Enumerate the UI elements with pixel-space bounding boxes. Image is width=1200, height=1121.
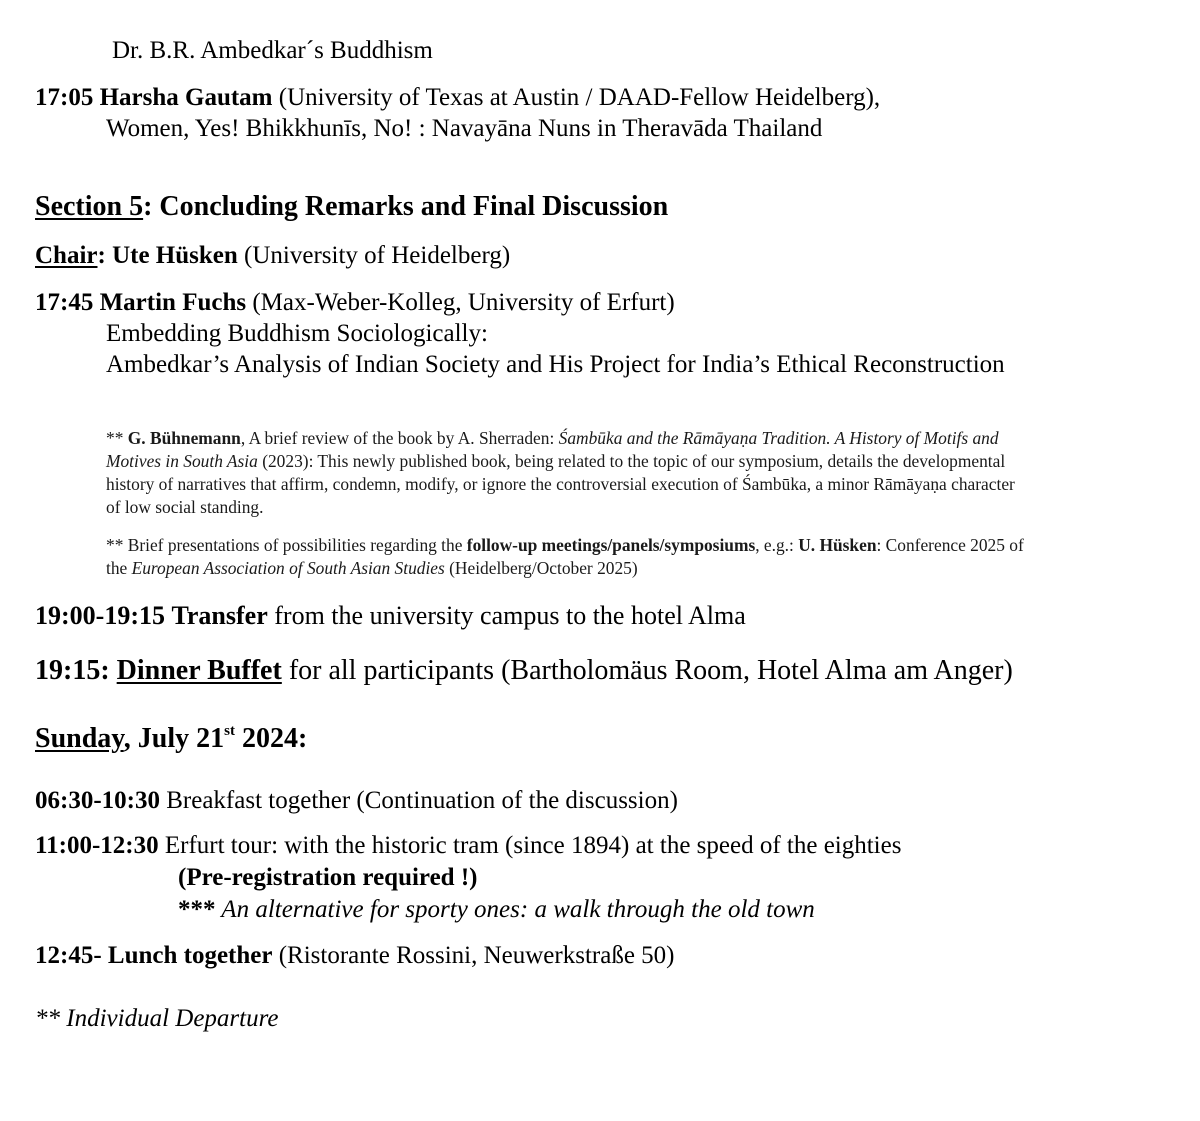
- followup-note: ** Brief presentations of possibilities regarding the follow-up meetings/panels/symposiums, e.g.: U. Hüsken: Conference 2025 of the European Association of South Asian Studies (Heidelberg/October 2025): [106, 535, 1024, 578]
- departure-note: ** Individual Departure: [35, 1005, 279, 1032]
- speaker-name: Harsha Gautam: [99, 84, 273, 111]
- tour-preregistration: (Pre-registration required !): [178, 864, 478, 891]
- review-note: ** G. Bühnemann, A brief review of the book by A. Sherraden: Śambūka and the Rāmāyaṇa Tradition. A History of Motifs and Motives in South Asia (2023): This newly published book, being related to the topic of our symposium, details the developmental history of narratives that affirm, condemn, modify, or ignore the controversial execution of Śambūka, a minor Rāmāyaṇa character of low social standing.: [106, 428, 1015, 517]
- day-name: Sunday: [35, 723, 124, 754]
- transfer-time: 19:00-19:15: [35, 601, 165, 630]
- tour-time: 11:00-12:30: [35, 832, 159, 859]
- talk-gautam: [35, 82, 880, 113]
- speaker-affiliation: (Max-Weber-Kolleg, University of Erfurt): [246, 289, 675, 316]
- section-chair: Chair: Ute Hüsken (University of Heidelberg): [35, 242, 511, 269]
- dinner-time: 19:15:: [35, 655, 117, 686]
- book-title: Śambūka and the Rāmāyaṇa Tradition. A History of Motifs and: [558, 428, 999, 448]
- lunch-label: Lunch together: [101, 942, 273, 969]
- talk-fuchs: [35, 287, 675, 318]
- section-label: Section 5: [35, 191, 144, 222]
- tour-entry: 11:00-12:30 Erfurt tour: with the historic tram (since 1894) at the speed of the eighties: [35, 832, 902, 859]
- chair-label: Chair: [35, 242, 98, 269]
- previous-talk-title: Dr. B.R. Ambedkar´s Buddhism: [112, 37, 433, 64]
- dinner-entry: 19:15: Dinner Buffet for all participants (Bartholomäus Room, Hotel Alma am Anger): [35, 655, 1013, 686]
- talk-title: Women, Yes! Bhikkhunīs, No! : Navayāna Nuns in Theravāda Thailand: [106, 115, 823, 142]
- transfer-label: Transfer: [171, 601, 268, 630]
- chair-affiliation: (University of Heidelberg): [237, 242, 511, 269]
- lunch-entry: 12:45- Lunch together (Ristorante Rossini, Neuwerkstraße 50): [35, 942, 675, 969]
- section-title: : Concluding Remarks and Final Discussion: [143, 191, 669, 222]
- dinner-label: Dinner Buffet: [116, 655, 282, 686]
- talk-title-line2: Ambedkar’s Analysis of Indian Society and His Project for India’s Ethical Reconstruction: [106, 351, 1005, 378]
- talk-title-line1: Embedding Buddhism Sociologically:: [106, 320, 488, 347]
- speaker-affiliation: (University of Texas at Austin / DAAD-Fellow Heidelberg),: [272, 84, 881, 111]
- lunch-time: 12:45-: [35, 942, 102, 969]
- review-author: G. Bühnemann: [127, 428, 241, 448]
- tour-alternative: *** An alternative for sporty ones: a walk through the old town: [178, 896, 815, 923]
- chair-name: Ute Hüsken: [112, 242, 238, 269]
- day-heading: Sunday, July 21st 2024:: [35, 722, 308, 754]
- section-heading: [35, 191, 668, 223]
- talk-time: 17:05: [35, 84, 94, 111]
- speaker-name: Martin Fuchs: [99, 289, 247, 316]
- breakfast-entry: 06:30-10:30 Breakfast together (Continuation of the discussion): [35, 787, 678, 814]
- transfer-entry: 19:00-19:15 Transfer from the university campus to the hotel Alma: [35, 601, 746, 630]
- breakfast-time: 06:30-10:30: [35, 787, 160, 814]
- talk-time: 17:45: [35, 289, 94, 316]
